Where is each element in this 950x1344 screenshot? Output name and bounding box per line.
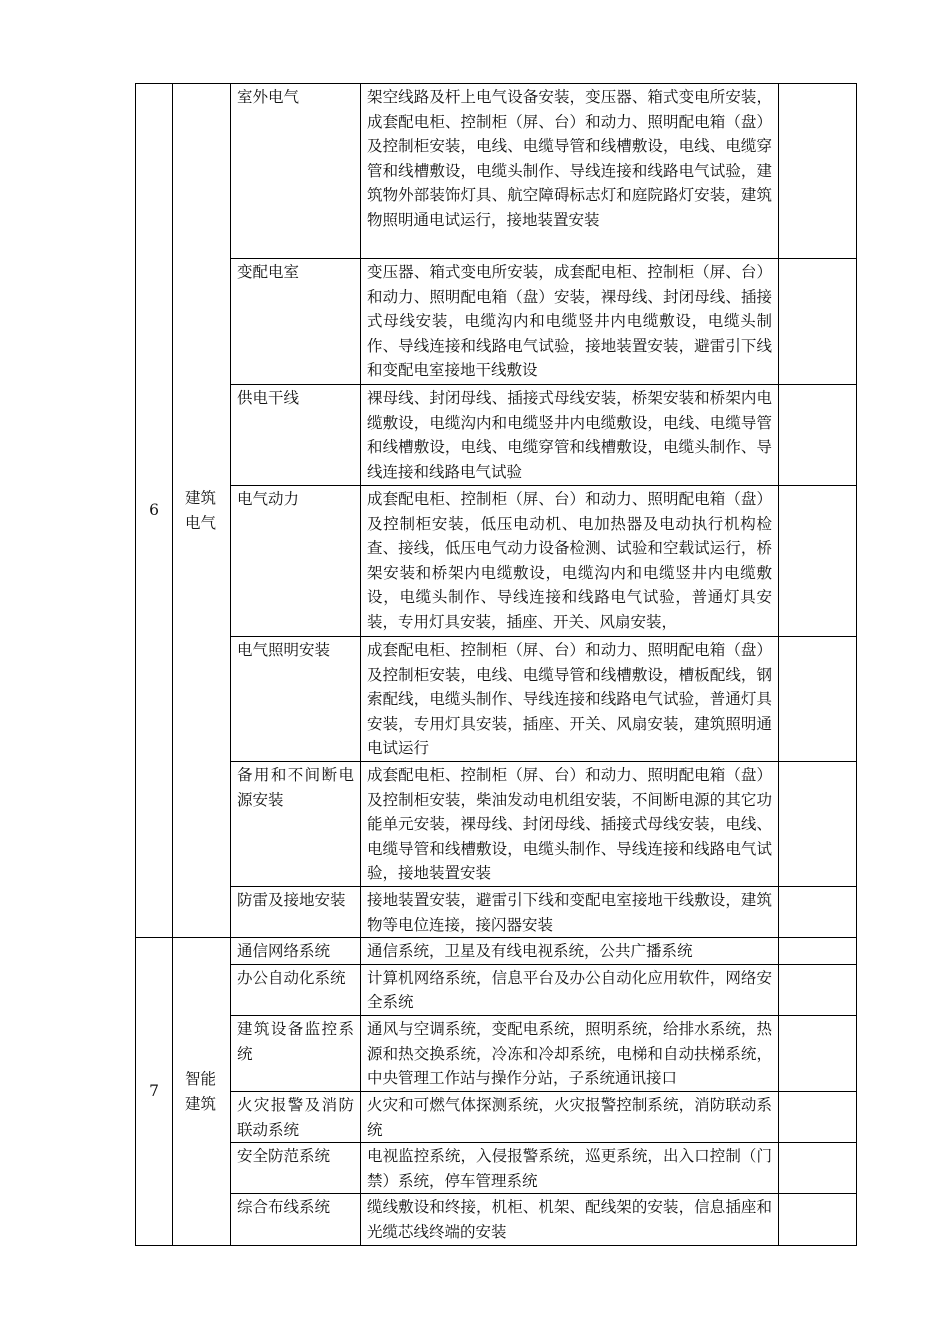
subitem-content: 架空线路及杆上电气设备安装，变压器、箱式变电所安装，成套配电柜、控制柜（屏、台）和动力、照明配电箱（盘）及控制柜安装，电线、电缆导管和线槽敷设，电线、电缆穿管和线槽敷设，电缆头制作、导线连接和线路电气试验，建筑物外部装饰灯具、航空障碍标志灯和庭院路灯安装，建筑物照明通电试运行，接地装置安装: [361, 84, 779, 259]
table-row: [136, 1194, 857, 1246]
table-row: [136, 938, 857, 965]
remarks-cell: [779, 1194, 857, 1246]
remarks-cell: [779, 84, 857, 259]
remarks-cell: [779, 385, 857, 486]
table-row: [136, 762, 857, 887]
remarks-cell: [779, 887, 857, 938]
subitem-name: 通信网络系统: [231, 938, 361, 965]
subitem-name: 变配电室: [231, 259, 361, 385]
remarks-cell: [779, 486, 857, 637]
subitem-content: 成套配电柜、控制柜（屏、台）和动力、照明配电箱（盘）及控制柜安装，低压电动机、电加热器及电动执行机构检查、接线，低压电气动力设备检测、试验和空载试运行，桥架安装和桥架内电缆敷设，电缆沟内和电缆竖井内电缆敷设，电缆头制作、导线连接和线路电气试验，普通灯具安装，专用灯具安装，插座、开关、风扇安装，: [361, 486, 779, 637]
subitem-name: 安全防范系统: [231, 1143, 361, 1194]
subitem-content: 火灾和可燃气体探测系统，火灾报警控制系统，消防联动系统: [361, 1091, 779, 1142]
group-category-label: 智能建筑: [185, 1070, 217, 1113]
remarks-cell: [779, 938, 857, 965]
remarks-cell: [779, 762, 857, 887]
subitem-content: 成套配电柜、控制柜（屏、台）和动力、照明配电箱（盘）及控制柜安装，柴油发动电机组安装，不间断电源的其它功能单元安装，裸母线、封闭母线、插接式母线安装，电线、电缆导管和线槽敷设，电缆头制作、导线连接和线路电气试验，接地装置安装: [361, 762, 779, 887]
table-row: [136, 259, 857, 385]
remarks-cell: [779, 1143, 857, 1194]
group-category-label: 建筑电气: [185, 489, 217, 532]
group-number: 7: [136, 938, 173, 1246]
subitem-name: 室外电气: [231, 84, 361, 259]
subitem-content: 通信系统，卫星及有线电视系统，公共广播系统: [361, 938, 779, 965]
table-row: [136, 486, 857, 637]
remarks-cell: [779, 1015, 857, 1091]
subitem-content: 接地装置安装，避雷引下线和变配电室接地干线敷设，建筑物等电位连接，接闪器安装: [361, 887, 779, 938]
table-row: [136, 1143, 857, 1194]
table-row: [136, 385, 857, 486]
table-row: [136, 887, 857, 938]
subitem-name: 综合布线系统: [231, 1194, 361, 1246]
subitem-content: 计算机网络系统，信息平台及办公自动化应用软件，网络安全系统: [361, 964, 779, 1015]
subitem-content: 通风与空调系统，变配电系统，照明系统，给排水系统，热源和热交换系统，冷冻和冷却系统，电梯和自动扶梯系统，中央管理工作站与操作分站，子系统通讯接口: [361, 1015, 779, 1091]
subitem-name: 办公自动化系统: [231, 964, 361, 1015]
subitem-name: 火灾报警及消防联动系统: [231, 1091, 361, 1142]
remarks-cell: [779, 964, 857, 1015]
remarks-cell: [779, 637, 857, 762]
remarks-cell: [779, 1091, 857, 1142]
subitem-name: 防雷及接地安装: [231, 887, 361, 938]
table-row: [136, 964, 857, 1015]
subitem-name: 供电干线: [231, 385, 361, 486]
subitem-content: 缆线敷设和终接，机柜、机架、配线架的安装，信息插座和光缆芯线终端的安装: [361, 1194, 779, 1246]
subitem-content: 裸母线、封闭母线、插接式母线安装，桥架安装和桥架内电缆敷设，电缆沟内和电缆竖井内电缆敷设，电线、电缆导管和线槽敷设，电线、电缆穿管和线槽敷设，电缆头制作、导线连接和线路电气试验: [361, 385, 779, 486]
table-row: [136, 637, 857, 762]
table-row: [136, 1091, 857, 1142]
remarks-cell: [779, 259, 857, 385]
subitem-content: 变压器、箱式变电所安装，成套配电柜、控制柜（屏、台）和动力、照明配电箱（盘）安装，裸母线、封闭母线、插接式母线安装，电缆沟内和电缆竖井内电缆敷设，电缆头制作、导线连接和线路电气试验，接地装置安装，避雷引下线和变配电室接地干线敷设: [361, 259, 779, 385]
group-category: [173, 84, 231, 938]
subitem-name: 建筑设备监控系统: [231, 1015, 361, 1091]
table-row: [136, 1015, 857, 1091]
subitem-name: 电气照明安装: [231, 637, 361, 762]
subitem-content: 电视监控系统，入侵报警系统，巡更系统，出入口控制（门禁）系统，停车管理系统: [361, 1143, 779, 1194]
subitem-name: 电气动力: [231, 486, 361, 637]
group-category: [173, 938, 231, 1246]
table-row: [136, 84, 857, 259]
specification-table: [135, 83, 857, 1246]
subitem-content: 成套配电柜、控制柜（屏、台）和动力、照明配电箱（盘）及控制柜安装，电线、电缆导管和线槽敷设，槽板配线，钢索配线，电缆头制作、导线连接和线路电气试验，普通灯具安装，专用灯具安装，插座、开关、风扇安装，建筑照明通电试运行: [361, 637, 779, 762]
subitem-name: 备用和不间断电源安装: [231, 762, 361, 887]
group-number: 6: [136, 84, 173, 938]
